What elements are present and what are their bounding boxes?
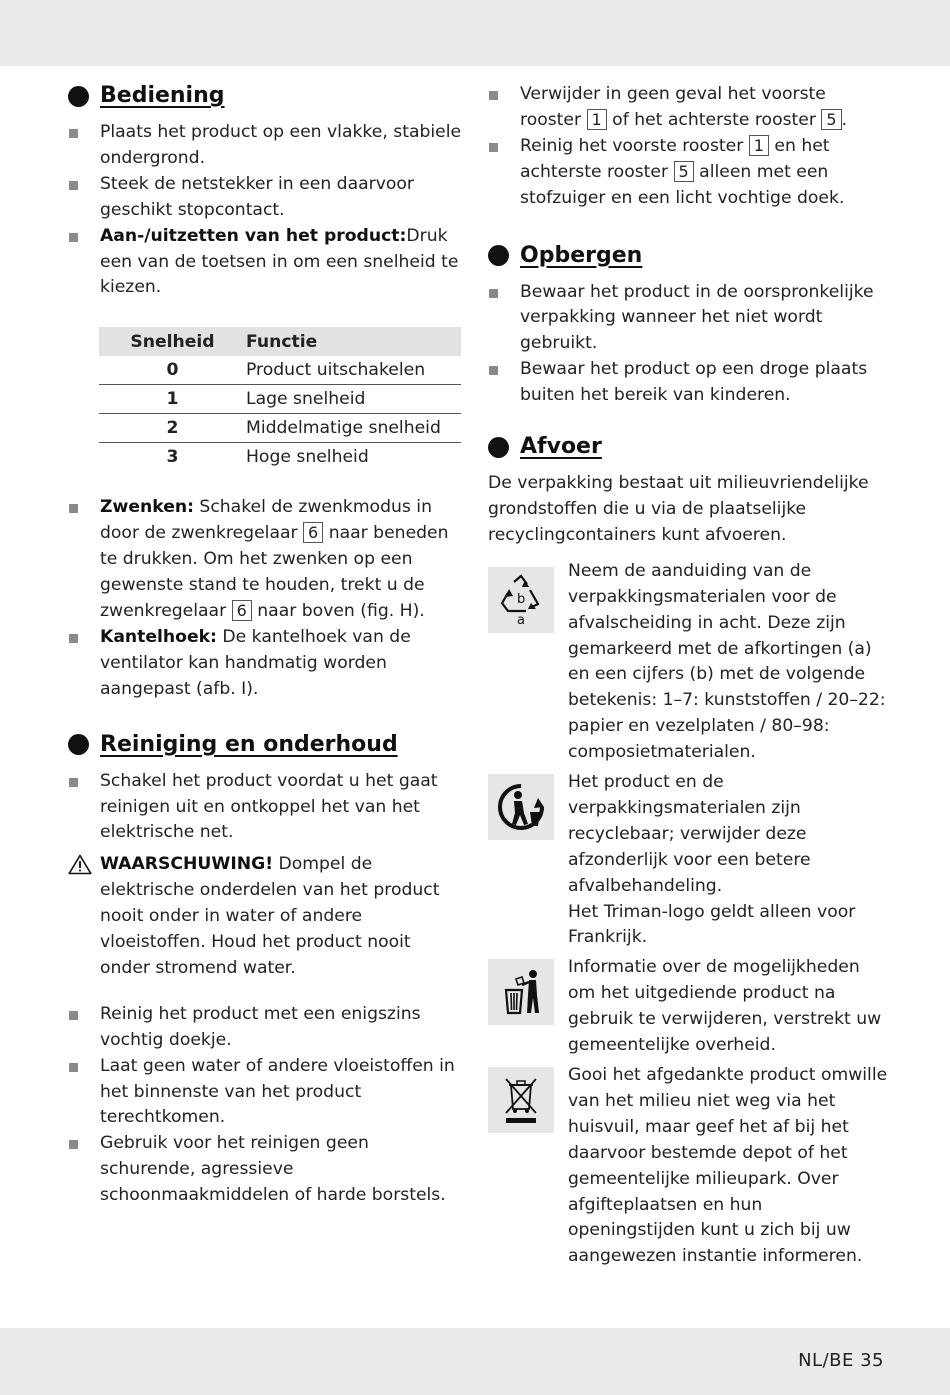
table-cell: Product uitschakelen [246,356,461,385]
square-bullet-icon [69,1063,78,1072]
list-item [68,495,464,625]
list-item-text: Reinig het voorste rooster [520,135,749,156]
reiniging-list [68,769,464,847]
right-column [488,82,888,1270]
square-bullet-icon [489,91,498,100]
list-item [488,134,888,212]
list-item [68,224,464,302]
crossed-bin-icon [488,1067,554,1133]
reiniging-list-3 [488,82,888,212]
table-cell: 1 [99,385,246,414]
table-header: Functie [246,327,461,356]
table-row [99,414,461,443]
list-item-text: Bewaar het product in de oorspronkelijke verpakking wanneer het niet wordt gebruikt. [520,281,874,354]
square-bullet-icon [69,778,78,787]
table-header-row [99,327,461,356]
list-item [68,1131,464,1209]
table-header: Snelheid [99,327,246,356]
square-bullet-icon [69,1140,78,1149]
warning-label: WAARSCHUWING! [100,854,274,875]
list-item-text: Gebruik voor het reinigen geen schurende, agressieve schoonmaakmiddelen of harde borstels. [100,1133,446,1206]
reference-number-box: 1 [587,109,607,130]
table-row [99,356,461,385]
section-heading-bediening [68,78,464,114]
list-item-text: Schakel het product voordat u het gaat reinigen uit en ontkoppel het van het elektrische net. [100,770,438,843]
section-heading-opbergen [488,238,888,274]
triman-row [488,770,888,951]
square-bullet-icon [69,504,78,513]
speed-table [99,327,461,471]
left-column [68,78,464,1209]
section-heading-reiniging [68,727,464,763]
reference-number-box: 5 [674,161,694,182]
table-cell: 3 [166,447,179,468]
list-item [488,280,888,358]
square-bullet-icon [69,129,78,138]
warning-note [68,852,464,982]
list-item-text: Reinig het product met een enigszins vochtig doekje. [100,1003,421,1050]
reference-number-box: 6 [303,522,323,543]
square-bullet-icon [489,289,498,298]
bin-row [488,955,888,1059]
section-heading-afvoer [488,429,888,465]
bullet-dot-icon [68,86,89,107]
square-bullet-icon [69,634,78,643]
square-bullet-icon [489,143,498,152]
list-item [68,172,464,224]
list-item-text: Verwijder in geen geval het voorste rooster [520,84,826,130]
reference-number-box: 1 [749,135,769,156]
list-item-text: Schakel de zwenkmodus in door de zwenkregelaar [100,497,432,544]
recycle-text: Neem de aanduiding van de verpakkingsmaterialen voor de afvalscheiding in acht. Deze zijn gemarkeerd met de afkortingen (a) en een cijfers (b) met de volgende betekenis: 1–7: kunststoffen / 20–22: papier en vezelplaten / 80–98: composietmaterialen. [568,560,886,763]
table-cell: 0 [99,356,246,385]
list-item-text: of het achterste rooster [606,109,822,130]
section-title: Bediening [100,83,225,108]
recycle-a-label: a [517,612,525,627]
triman-icon [488,774,554,840]
warning-text: Dompel de elektrische onderdelen van het product nooit onder in water of andere vloeistoffen. Houd het product nooit onder stromend water. [100,854,440,978]
list-item [488,82,888,134]
list-item-text: en het achterste rooster [520,135,830,182]
list-item-text: Laat geen water of andere vloeistoffen in het binnenste van het product terechtkomen. [100,1055,455,1128]
list-item-text: naar boven (fig. H). [251,600,425,621]
list-item-text: Bewaar het product op een droge plaats buiten het bereik van kinderen. [520,359,868,406]
table-row [99,443,461,472]
list-item [68,1002,464,1054]
recycle-row [488,560,888,766]
triman-text: Het product en de verpakkingsmaterialen zijn recyclebaar; verwijder deze afzonderlijk voor een betere afvalbehandeling. [568,772,811,896]
bediening-list-2 [68,495,464,702]
list-item-text: De kantelhoek van de ventilator kan handmatig worden aangepast (afb. I). [100,626,411,699]
reference-number-box: 6 [232,600,252,621]
table-row [99,385,461,414]
list-item-text: naar beneden te drukken. Om het zwenken op een gewenste stand te houden, trekt u de zwenkregelaar [100,523,449,621]
table-cell: Middelmatige snelheid [246,414,461,443]
list-item-text: Plaats het product op een vlakke, stabiele ondergrond. [100,122,462,168]
list-item-text: . [841,109,848,130]
list-item [68,625,464,703]
square-bullet-icon [489,366,498,375]
list-item-text: alleen met een stofzuiger en een licht vochtige doek. [520,161,845,208]
bediening-list [68,120,464,301]
triman-note: Het Triman-logo geldt alleen voor Frankrijk. [568,901,856,948]
table-cell: Hoge snelheid [246,447,369,468]
triman-text-block [568,770,888,951]
list-item-text: Steek de netstekker in een daarvoor geschikt stopcontact. [100,173,414,220]
table-cell: 2 [99,414,246,443]
weee-text: Gooi het afgedankte product omwille van het milieu niet weg via het huisvuil, maar geef het af bij het daarvoor bestemde depot of het gemeentelijke milieupark. Over afgifteplaatsen en hun openingstijden kunt u zich bij uw aangewezen instantie informeren. [568,1065,888,1267]
list-item-bold: Aan-/uitzetten van het product: [100,225,407,246]
square-bullet-icon [69,1011,78,1020]
bullet-dot-icon [68,734,89,755]
reiniging-list-2 [68,1002,464,1209]
list-item-bold: Zwenken: [100,497,194,518]
list-item [68,1054,464,1132]
list-item [488,357,888,409]
list-item-text: Druk een van de toetsen in om een snelheid te kiezen. [100,225,459,298]
section-title: Afvoer [520,434,602,460]
list-item-bold: Kantelhoek: [100,626,217,647]
square-bullet-icon [69,233,78,242]
bullet-dot-icon [488,245,509,266]
header-bar [0,0,950,66]
opbergen-list [488,280,888,410]
bullet-dot-icon [488,437,509,458]
section-title: Opbergen [520,242,643,268]
warning-triangle-icon [68,854,92,884]
trash-bin-person-icon [488,959,554,1025]
list-item [68,769,464,847]
section-title: Reiniging en onderhoud [100,731,398,757]
recycle-icon [488,567,554,633]
recycle-b-label: b [517,591,526,607]
bin-text: Informatie over de mogelijkheden om het uitgediende product na gebruik te verwijderen, verstrekt uw gemeentelijke overheid. [568,957,882,1056]
afvoer-intro: De verpakking bestaat uit milieuvriendelijke grondstoffen die u via de plaatselijke recyclingcontainers kunt afvoeren. [488,473,869,545]
page-number: NL/BE 35 [798,1350,884,1371]
table-cell: Lage snelheid [246,385,461,414]
square-bullet-icon [69,181,78,190]
reference-number-box: 5 [821,109,841,130]
weee-row [488,1063,888,1270]
list-item [68,120,464,172]
